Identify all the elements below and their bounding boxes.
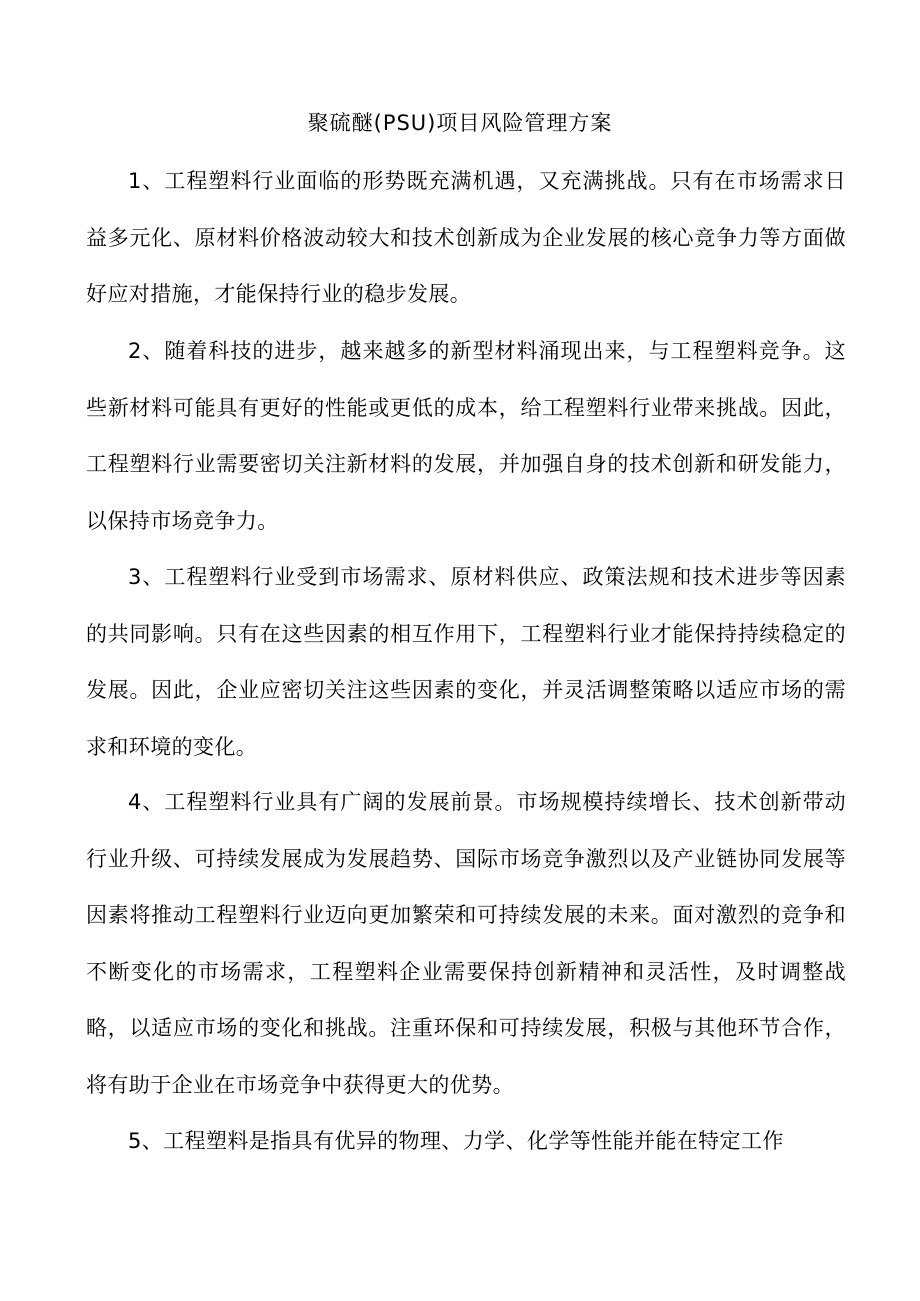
paragraph-4 — [86, 774, 846, 1113]
paragraph-5 — [86, 1113, 846, 1170]
page-title: 聚硫醚(PSU)项目风险管理方案 — [307, 111, 613, 135]
paragraph-text: 5、工程塑料是指具有优异的物理、力学、化学等性能并能在特定工作 — [128, 1129, 784, 1153]
paragraph-text: 2、随着科技的进步，越来越多的新型材料涌现出来，与工程塑料竞争。这些新材料可能具有更好的性能或更低的成本，给工程塑料行业带来挑战。因此，工程塑料行业需要密切关注新材料的发展，并加强自身的技术创新和研发能力，以保持市场竞争力。 — [86, 339, 846, 533]
paragraph-1 — [86, 153, 846, 323]
paragraph-3 — [86, 549, 846, 775]
paragraph-text: 4、工程塑料行业具有广阔的发展前景。市场规模持续增长、技术创新带动行业升级、可持续发展成为发展趋势、国际市场竞争激烈以及产业链协同发展等因素将推动工程塑料行业迈向更加繁荣和可持续发展的未来。面对激烈的竞争和不断变化的市场需求，工程塑料企业需要保持创新精神和灵活性，及时调整战略，以适应市场的变化和挑战。注重环保和可持续发展，积极与其他环节合作，将有助于企业在市场竞争中获得更大的优势。 — [86, 790, 846, 1097]
paragraph-2 — [86, 323, 846, 549]
paragraph-text: 3、工程塑料行业受到市场需求、原材料供应、政策法规和技术进步等因素的共同影响。只有在这些因素的相互作用下，工程塑料行业才能保持持续稳定的发展。因此，企业应密切关注这些因素的变化，并灵活调整策略以适应市场的需求和环境的变化。 — [86, 565, 846, 759]
paragraph-text: 1、工程塑料行业面临的形势既充满机遇，又充满挑战。只有在市场需求日益多元化、原材料价格波动较大和技术创新成为企业发展的核心竞争力等方面做好应对措施，才能保持行业的稳步发展。 — [86, 169, 846, 306]
